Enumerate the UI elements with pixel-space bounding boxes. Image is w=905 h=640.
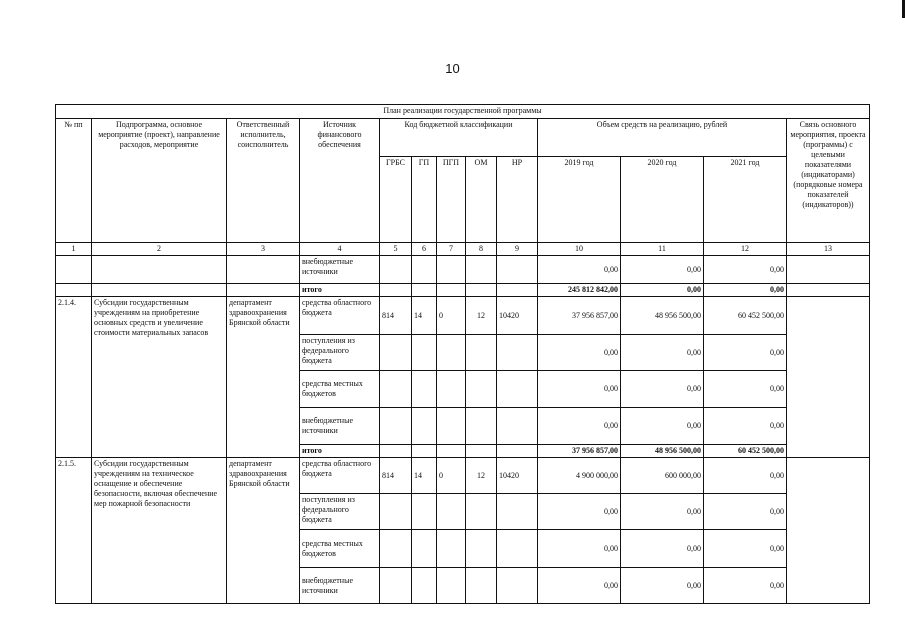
col-number: 6 (412, 243, 437, 256)
cell-grbs: 814 (380, 458, 412, 494)
cell-name (92, 284, 227, 297)
col-number: 1 (56, 243, 92, 256)
cell-2020: 0,00 (621, 256, 704, 284)
header-name: Подпрограмма, основное мероприятие (проект), направление расходов, мероприятие (92, 119, 227, 243)
cell-2020: 0,00 (621, 371, 704, 408)
col-number: 3 (227, 243, 300, 256)
cell-2019: 0,00 (538, 494, 621, 530)
cell-2019: 37 956 857,00 (538, 297, 621, 335)
col-number: 4 (300, 243, 380, 256)
cell-2019: 0,00 (538, 371, 621, 408)
cell-executor: департамент здравоохранения Брянской области (227, 458, 300, 604)
cell-2019: 0,00 (538, 256, 621, 284)
cell-2019: 4 900 000,00 (538, 458, 621, 494)
cell-gp (412, 335, 437, 371)
header-executor: Ответственный исполнитель, соисполнитель (227, 119, 300, 243)
cell-2019: 245 812 842,00 (538, 284, 621, 297)
cell-np (497, 284, 538, 297)
cell-np (497, 408, 538, 445)
cell-grbs (380, 530, 412, 568)
cell-gp: 14 (412, 458, 437, 494)
cell-grbs (380, 568, 412, 604)
cell-source: средства местных бюджетов (300, 530, 380, 568)
cell-np (497, 445, 538, 458)
program-plan-table (55, 104, 870, 604)
cell-grbs (380, 408, 412, 445)
cell-2021: 0,00 (704, 530, 787, 568)
table-row (56, 256, 870, 284)
cell-link (787, 284, 870, 297)
cell-gp (412, 371, 437, 408)
header-num: № пп (56, 119, 92, 243)
cell-num: 2.1.4. (56, 297, 92, 458)
cell-np (497, 568, 538, 604)
cell-source: поступления из федерального бюджета (300, 335, 380, 371)
cell-grbs (380, 256, 412, 284)
cell-gp (412, 530, 437, 568)
cell-num (56, 256, 92, 284)
cell-link (787, 256, 870, 284)
col-number: 7 (437, 243, 466, 256)
cell-pgp (437, 408, 466, 445)
cell-2021: 0,00 (704, 568, 787, 604)
cell-grbs (380, 494, 412, 530)
table-row (56, 458, 870, 494)
cell-pgp (437, 256, 466, 284)
cell-np (497, 335, 538, 371)
cell-grbs (380, 284, 412, 297)
cell-pgp (437, 371, 466, 408)
cell-pgp (437, 494, 466, 530)
cell-2021: 60 452 500,00 (704, 297, 787, 335)
cell-num (56, 284, 92, 297)
cell-2020: 48 956 500,00 (621, 445, 704, 458)
page-number: 10 (445, 61, 460, 76)
cell-2020: 0,00 (621, 568, 704, 604)
cell-2020: 600 000,00 (621, 458, 704, 494)
cell-2020: 0,00 (621, 494, 704, 530)
cell-source: итого (300, 445, 380, 458)
header-link: Связь основного мероприятия, проекта (программы) с целевыми показателями (индикаторами) (порядковые номера показателей (индикаторов)) (787, 119, 870, 243)
cell-2021: 0,00 (704, 458, 787, 494)
cell-pgp (437, 445, 466, 458)
cell-source: средства областного бюджета (300, 458, 380, 494)
cell-om (466, 408, 497, 445)
table-row-total (56, 284, 870, 297)
cell-om: 12 (466, 297, 497, 335)
cell-source: внебюджетные источники (300, 408, 380, 445)
cell-source: внебюджетные источники (300, 256, 380, 284)
cell-2020: 0,00 (621, 530, 704, 568)
cell-np: 10420 (497, 297, 538, 335)
cell-source: средства местных бюджетов (300, 371, 380, 408)
col-number: 2 (92, 243, 227, 256)
cell-2019: 0,00 (538, 335, 621, 371)
cell-source: поступления из федерального бюджета (300, 494, 380, 530)
cell-pgp (437, 335, 466, 371)
cell-om (466, 371, 497, 408)
cell-executor (227, 284, 300, 297)
header-row (56, 119, 870, 157)
cell-2021: 0,00 (704, 494, 787, 530)
header-grbs: ГРБС (380, 157, 412, 243)
cell-2019: 0,00 (538, 408, 621, 445)
cell-num: 2.1.5. (56, 458, 92, 604)
cell-pgp (437, 568, 466, 604)
cell-pgp (437, 284, 466, 297)
table-title: План реализации государственной программы (56, 105, 870, 119)
cell-pgp: 0 (437, 458, 466, 494)
cell-om (466, 335, 497, 371)
col-number: 8 (466, 243, 497, 256)
cell-gp (412, 408, 437, 445)
header-volume: Объем средств на реализацию, рублей (538, 119, 787, 157)
cell-name: Субсидии государственным учреждениям на техническое оснащение и обеспечение безопасности, включая обеспечение мер пожарной безопасности (92, 458, 227, 604)
cell-np (497, 530, 538, 568)
table-row (56, 297, 870, 335)
cell-grbs: 814 (380, 297, 412, 335)
column-numbers-row (56, 243, 870, 256)
cell-2021: 0,00 (704, 371, 787, 408)
header-2020: 2020 год (621, 157, 704, 243)
cell-om (466, 568, 497, 604)
cell-source: итого (300, 284, 380, 297)
cell-om (466, 494, 497, 530)
cell-gp (412, 568, 437, 604)
cell-2020: 0,00 (621, 284, 704, 297)
header-source: Источник финансового обеспечения (300, 119, 380, 243)
cell-2020: 0,00 (621, 408, 704, 445)
cell-gp (412, 445, 437, 458)
cell-om (466, 284, 497, 297)
cell-pgp (437, 530, 466, 568)
cell-gp (412, 284, 437, 297)
cell-gp: 14 (412, 297, 437, 335)
cell-grbs (380, 371, 412, 408)
cell-gp (412, 494, 437, 530)
col-number: 12 (704, 243, 787, 256)
cell-2019: 0,00 (538, 530, 621, 568)
col-number: 10 (538, 243, 621, 256)
cell-om: 12 (466, 458, 497, 494)
cell-np: 10420 (497, 458, 538, 494)
cell-source: внебюджетные источники (300, 568, 380, 604)
cell-np (497, 256, 538, 284)
cell-pgp: 0 (437, 297, 466, 335)
header-om: ОМ (466, 157, 497, 243)
col-number: 13 (787, 243, 870, 256)
cell-np (497, 371, 538, 408)
cell-2020: 0,00 (621, 335, 704, 371)
col-number: 5 (380, 243, 412, 256)
header-2019: 2019 год (538, 157, 621, 243)
cell-om (466, 530, 497, 568)
cell-source: средства областного бюджета (300, 297, 380, 335)
cell-2019: 0,00 (538, 568, 621, 604)
cell-name: Субсидии государственным учреждениям на приобретение основных средств и увеличение стоимости материальных запасов (92, 297, 227, 458)
cell-2021: 60 452 500,00 (704, 445, 787, 458)
cell-om (466, 445, 497, 458)
col-number: 9 (497, 243, 538, 256)
cell-name (92, 256, 227, 284)
col-number: 11 (621, 243, 704, 256)
cell-2020: 48 956 500,00 (621, 297, 704, 335)
cell-gp (412, 256, 437, 284)
cell-executor (227, 256, 300, 284)
header-pgp: ПГП (437, 157, 466, 243)
cell-2021: 0,00 (704, 284, 787, 297)
cell-link (787, 297, 870, 458)
header-2021: 2021 год (704, 157, 787, 243)
header-gp: ГП (412, 157, 437, 243)
cell-2019: 37 956 857,00 (538, 445, 621, 458)
cell-np (497, 494, 538, 530)
cell-2021: 0,00 (704, 335, 787, 371)
cell-om (466, 256, 497, 284)
cell-2021: 0,00 (704, 256, 787, 284)
header-budget-code: Код бюджетной классификации (380, 119, 538, 157)
header-np: НР (497, 157, 538, 243)
table-title-row (56, 105, 870, 119)
cell-2021: 0,00 (704, 408, 787, 445)
cell-executor: департамент здравоохранения Брянской области (227, 297, 300, 458)
cell-grbs (380, 445, 412, 458)
cell-link (787, 458, 870, 604)
cell-grbs (380, 335, 412, 371)
